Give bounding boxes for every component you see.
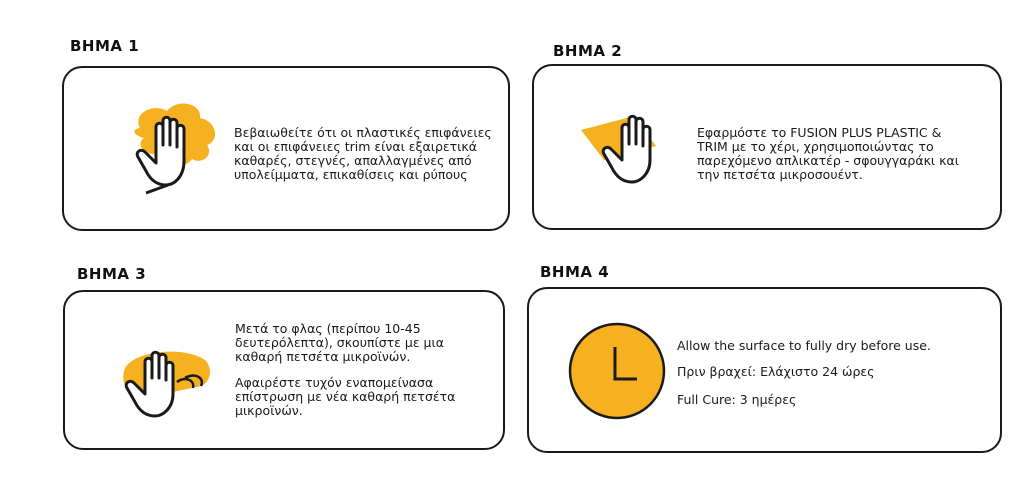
clock-icon xyxy=(567,321,667,421)
hand-microfiber-towel-icon xyxy=(115,320,225,430)
step4-line3: Full Cure: 3 ημέρες xyxy=(677,392,797,407)
step3-card xyxy=(63,290,505,450)
hand-applicator-sponge-icon xyxy=(576,88,686,198)
step4-card xyxy=(527,287,1002,453)
step1-text: Βεβαιωθείτε ότι οι πλαστικές επιφάνειες και οι επιφάνειες trim είναι εξαιρετικά καθαρές, στεγνές, απαλλαγμένες από υπολείμματα, επικαθίσεις και ρύπους xyxy=(234,125,492,182)
step2-heading: ΒΗΜΑ 2 xyxy=(553,42,623,60)
hand-wiping-spill-icon xyxy=(122,93,232,203)
step4-line2: Πριν βραχεί: Ελάχιστο 24 ώρες xyxy=(677,364,875,379)
step1-heading: ΒΗΜΑ 1 xyxy=(70,37,140,55)
step3-heading: ΒΗΜΑ 3 xyxy=(77,265,147,283)
step3-text: Μετά το φλας (περίπου 10-45 δευτερόλεπτα), σκουπίστε με μια καθαρή πετσέτα μικροϊνών. Αφαιρέστε τυχόν εναπομείνασα επίστρωση με νέα καθαρή πετσέτα μικροϊνών. xyxy=(235,321,456,418)
step1-card xyxy=(62,66,510,231)
step4-line1: Allow the surface to fully dry before use. xyxy=(677,338,931,353)
step2-card xyxy=(532,64,1002,230)
step2-text: Εφαρμόστε το FUSION PLUS PLASTIC & TRIM με το χέρι, χρησιμοποιώντας το παρεχόμενο απλικατέρ - σφουγγαράκι και την πετσέτα μικροσουέντ. xyxy=(697,125,959,182)
step4-heading: ΒΗΜΑ 4 xyxy=(540,263,610,281)
